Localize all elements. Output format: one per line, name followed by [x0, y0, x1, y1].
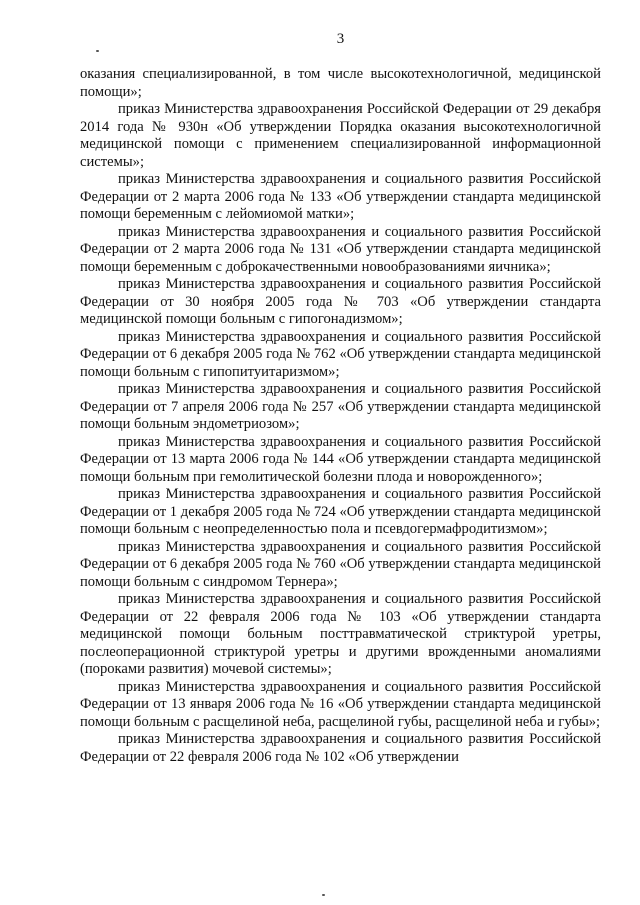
- paragraph-order-724: приказ Министерства здравоохранения и социального развития Российской Федерации от 1 декабря 2005 года № 724 «Об утверждении стандарта медицинской помощи больным с неопределенностью пола и псевдогермафродитизмом»;: [80, 486, 601, 537]
- paragraph-order-762: приказ Министерства здравоохранения и социального развития Российской Федерации от 6 декабря 2005 года № 762 «Об утверждении стандарта медицинской помощи больным с гипопитуитаризмом»;: [80, 328, 601, 380]
- page-number: 3: [336, 31, 345, 47]
- paragraph-order-257: приказ Министерства здравоохранения и социального развития Российской Федерации от 7 апреля 2006 года № 257 «Об утверждении стандарта медицинской помощи больным эндометриозом»;: [80, 381, 601, 432]
- paragraph-order-144: приказ Министерства здравоохранения и социального развития Российской Федерации от 13 марта 2006 года № 144 «Об утверждении стандарта медицинской помощи больным при гемолитической болезни плода и новорожденного»;: [80, 433, 601, 485]
- paragraph-order-703: приказ Министерства здравоохранения и социального развития Российской Федерации от 30 ноября 2005 года № 703 «Об утверждении стандарта медицинской помощи больным с гипогонадизмом»;: [80, 276, 601, 327]
- paragraph-continuation: оказания специализированной, в том числе высокотехнологичной, медицинской помощи»;: [80, 66, 601, 100]
- paragraph-order-16: приказ Министерства здравоохранения и социального развития Российской Федерации от 13 января 2006 года № 16 «Об утверждении стандарта медицинской помощи больным с расщелиной неба, расщелиной губы, расщелиной неба и губы»;: [80, 678, 601, 730]
- paragraph-order-133: приказ Министерства здравоохранения и социального развития Российской Федерации от 2 марта 2006 года № 133 «Об утверждении стандарта медицинской помощи беременным с лейомиомой матки»;: [80, 171, 601, 222]
- document-page: [80, 30, 601, 766]
- paragraph-order-102: приказ Министерства здравоохранения и социального развития Российской Федерации от 22 февраля 2006 года № 102 «Об утверждении: [80, 731, 601, 765]
- paragraph-order-103: приказ Министерства здравоохранения и социального развития Российской Федерации от 22 февраля 2006 года № 103 «Об утверждении стандарта медицинской помощи больным посттравматической стриктурой уретры, послеоперационной стриктурой уретры и другими врожденными аномалиями (пороками развития) мочевой системы»;: [80, 591, 601, 677]
- paragraph-order-930n: приказ Министерства здравоохранения Российской Федерации от 29 декабря 2014 года № 930н «Об утверждении Порядка оказания высокотехнологичной медицинской помощи с применением специализированной информационной системы»;: [80, 101, 601, 170]
- scan-artifact-dot: [96, 50, 99, 52]
- paragraph-order-131: приказ Министерства здравоохранения и социального развития Российской Федерации от 2 марта 2006 года № 131 «Об утверждении стандарта медицинской помощи беременным с доброкачественными новообразованиями яичника»;: [80, 223, 601, 275]
- paragraph-order-760: приказ Министерства здравоохранения и социального развития Российской Федерации от 6 декабря 2005 года № 760 «Об утверждении стандарта медицинской помощи больным с синдромом Тернера»;: [80, 538, 601, 590]
- scan-artifact-dot: [322, 894, 325, 896]
